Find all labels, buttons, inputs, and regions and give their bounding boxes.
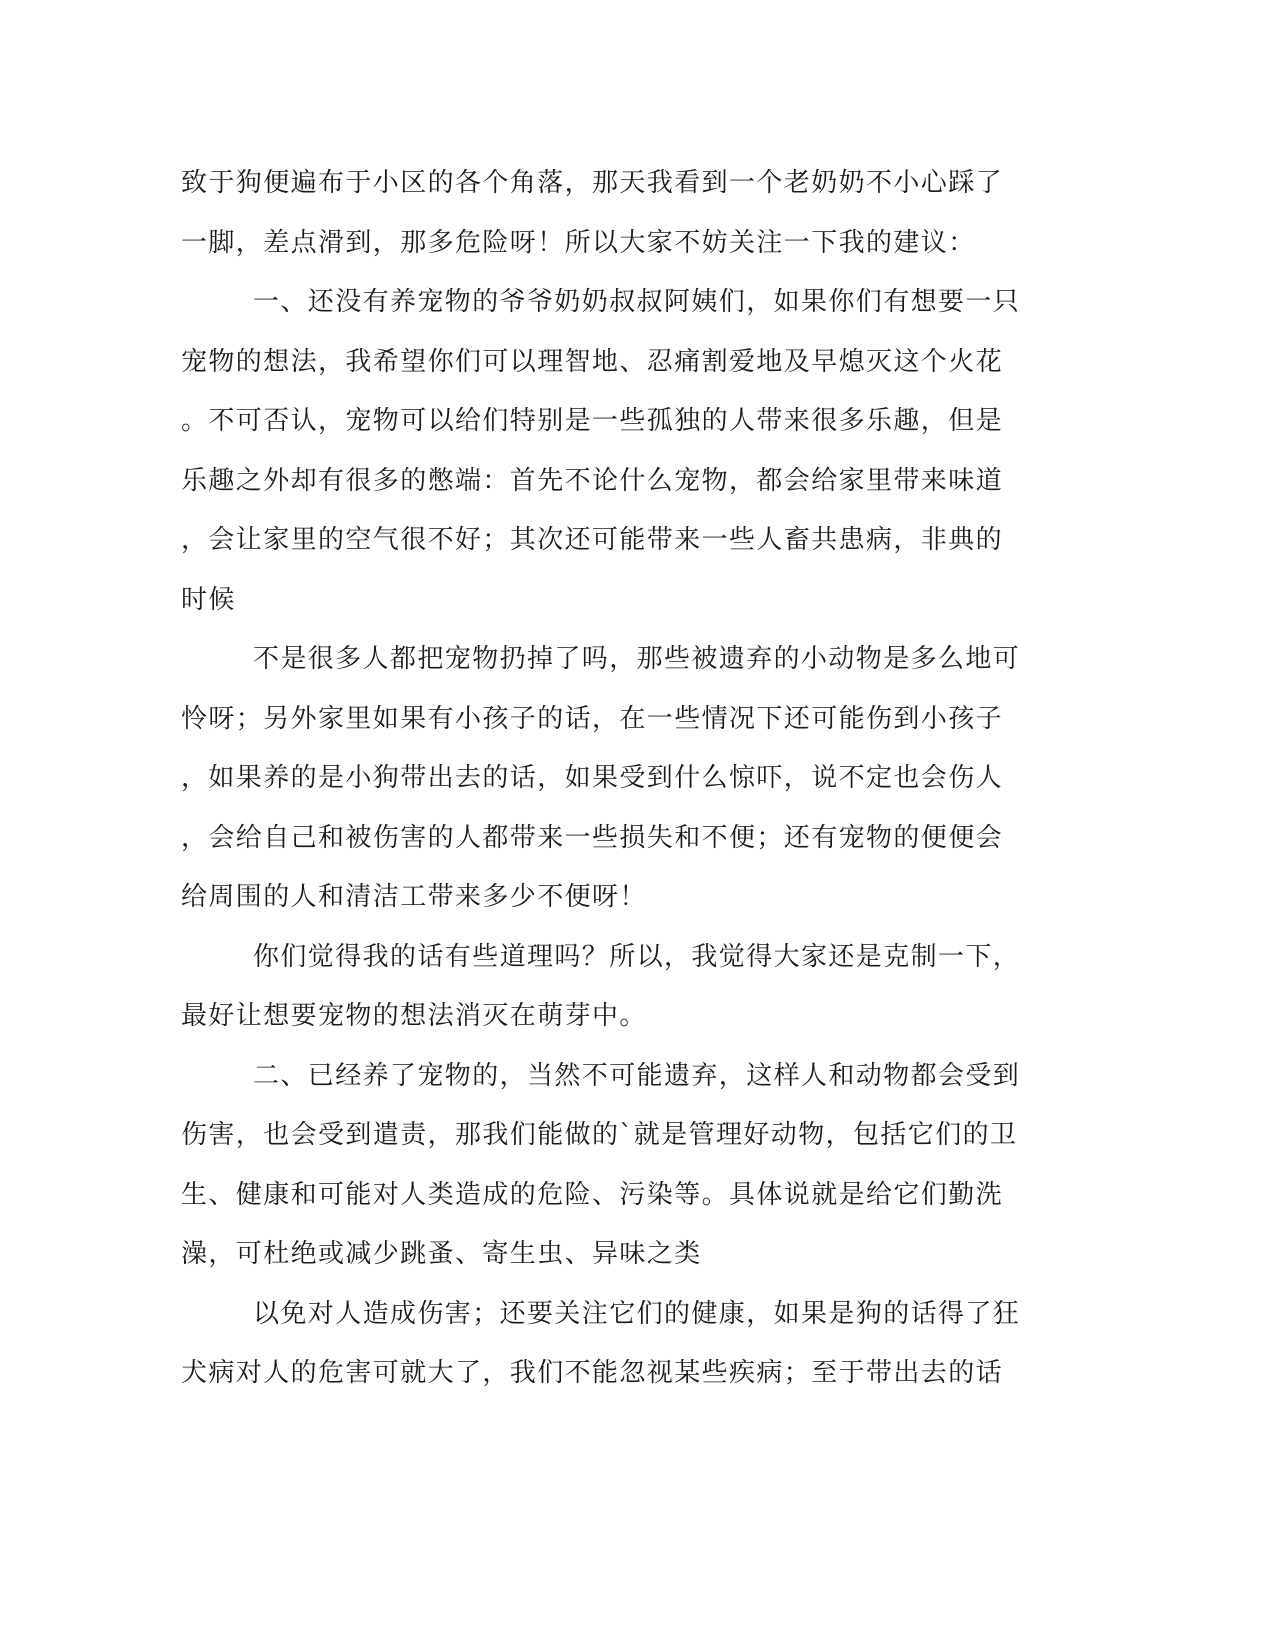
text-line: ，如果养的是小狗带出去的话，如果受到什么惊吓，说不定也会伤人: [181, 763, 1004, 793]
text-line: 一脚，差点滑到，那多危险呀！所以大家不妨关注一下我的建议：: [181, 227, 976, 258]
paragraph-start-line: 一、还没有养宠物的爷爷奶奶叔叔阿姨们，如果你们有想要一只: [253, 287, 1021, 317]
text-line: 澡，可杜绝或减少跳蚤、寄生虫、异味之类: [181, 1239, 702, 1269]
text-line: 给周围的人和清洁工带来多少不便呀！: [181, 882, 647, 912]
text-line: ，会让家里的空气很不好；其次还可能带来一些人畜共患病，非典的: [181, 525, 1004, 555]
text-line: 最好让想要宠物的想法消灭在萌芽中。: [181, 1001, 647, 1031]
text-line: ，会给自己和被伤害的人都带来一些损失和不便；还有宠物的便便会: [181, 822, 1004, 853]
text-line: 乐趣之外却有很多的憋端：首先不论什么宠物，都会给家里带来味道: [181, 465, 1004, 496]
text-line: 生、健康和可能对人类造成的危险、污染等。具体说就是给它们勤洗: [181, 1179, 1004, 1210]
text-line: 伤害，也会受到遣责，那我们能做的`就是管理好动物，包括它们的卫: [181, 1120, 1018, 1150]
text-line: 时候: [181, 584, 236, 615]
text-line: 犬病对人的危害可就大了，我们不能忽视某些疾病；至于带出去的话: [181, 1358, 1004, 1388]
paragraph-start-line: 不是很多人都把宠物扔掉了吗，那些被遗弃的小动物是多么地可: [253, 644, 1021, 674]
text-line: 怜呀；另外家里如果有小孩子的话，在一些情况下还可能伤到小孩子: [181, 703, 1004, 734]
body-text: [181, 163, 1041, 1413]
text-line: 致于狗便遍布于小区的各个角落，那天我看到一个老奶奶不小心踩了: [181, 168, 1004, 198]
text-line: 宠物的想法，我希望你们可以理智地、忍痛割爱地及早熄灭这个火花: [181, 346, 1004, 377]
paragraph-start-line: 以免对人造成伤害；还要关注它们的健康，如果是狗的话得了狂: [253, 1298, 1021, 1329]
text-line: 。不可否认，宠物可以给们特别是一些孤独的人带来很多乐趣，但是: [181, 406, 1004, 436]
paragraph-start-line: 二、已经养了宠物的，当然不可能遗弃，这样人和动物都会受到: [253, 1060, 1021, 1091]
paragraph-start-line: 你们觉得我的话有些道理吗？所以，我觉得大家还是克制一下，: [253, 941, 1021, 972]
